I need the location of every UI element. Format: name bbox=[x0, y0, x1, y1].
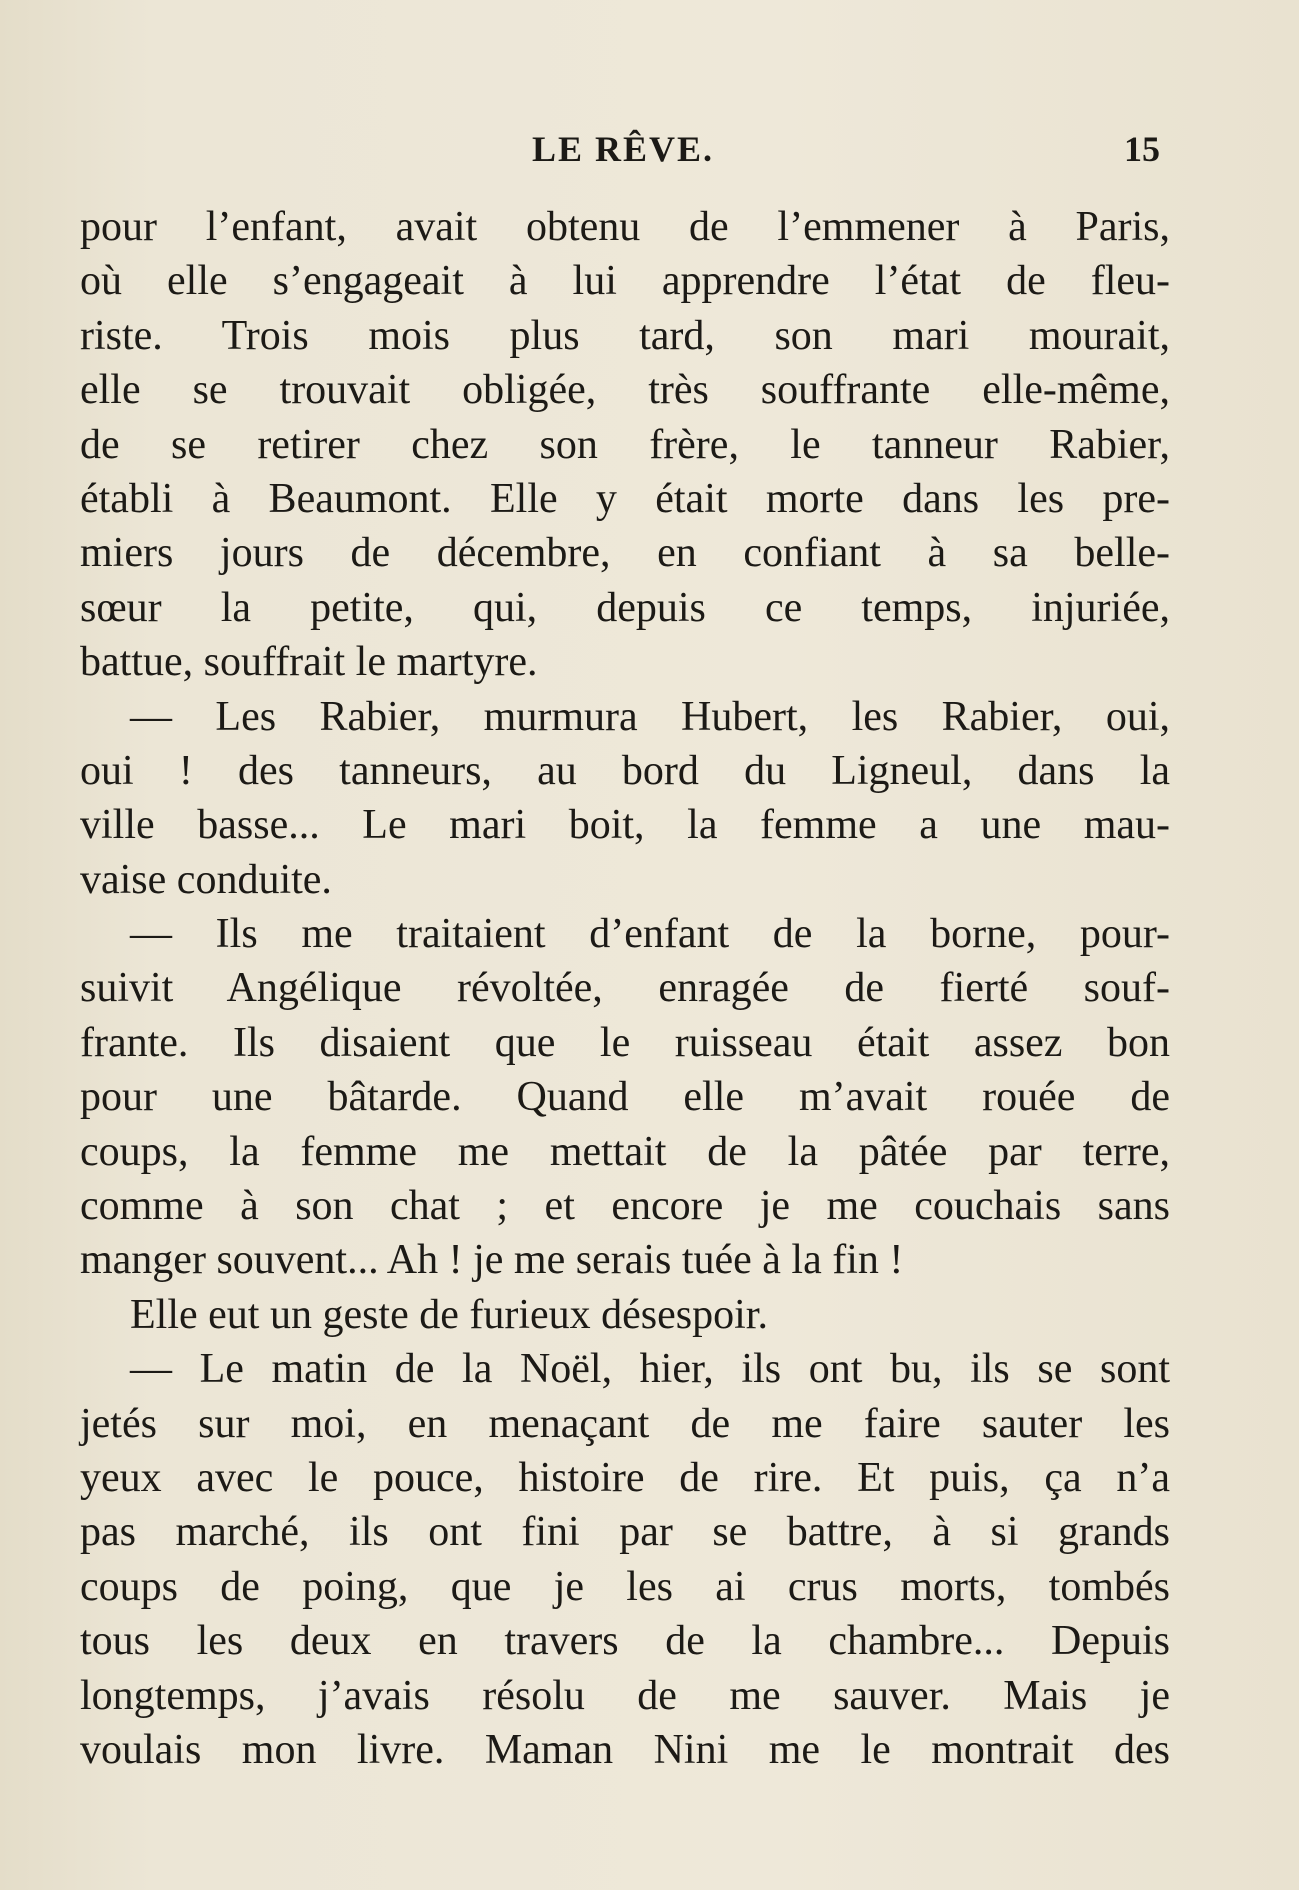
text-line: jetés sur moi, en menaçant de me faire sauter les bbox=[80, 1400, 1170, 1447]
text-line: pour une bâtarde. Quand elle m’avait rouée de bbox=[80, 1074, 1170, 1121]
text-line: ville basse... Le mari boit, la femme a une mau- bbox=[80, 802, 1170, 849]
text-line: vaise conduite. bbox=[80, 856, 332, 903]
running-head bbox=[0, 128, 1299, 168]
text-line: oui ! des tanneurs, au bord du Ligneul, dans la bbox=[80, 747, 1170, 794]
text-line: yeux avec le pouce, histoire de rire. Et puis, ça n’a bbox=[80, 1454, 1170, 1501]
text-line: manger souvent... Ah ! je me serais tuée à la fin ! bbox=[80, 1237, 904, 1284]
text-line: — Les Rabier, murmura Hubert, les Rabier, oui, bbox=[130, 693, 1170, 740]
text-line: pas marché, ils ont fini par se battre, à si grands bbox=[80, 1509, 1170, 1556]
text-line: coups de poing, que je les ai crus morts, tombés bbox=[80, 1563, 1170, 1610]
body-text bbox=[80, 200, 1170, 1777]
text-line: riste. Trois mois plus tard, son mari mourait, bbox=[80, 312, 1170, 359]
text-line: pour l’enfant, avait obtenu de l’emmener à Paris, bbox=[80, 204, 1170, 250]
text-line: suivit Angélique révoltée, enragée de fierté souf- bbox=[80, 965, 1170, 1012]
text-line: frante. Ils disaient que le ruisseau était assez bon bbox=[80, 1019, 1170, 1066]
text-line: où elle s’engageait à lui apprendre l’état de fleu- bbox=[80, 258, 1170, 305]
text-line: Elle eut un geste de furieux désespoir. bbox=[130, 1291, 768, 1338]
text-line: longtemps, j’avais résolu de me sauver. Mais je bbox=[80, 1672, 1170, 1719]
text-line: comme à son chat ; et encore je me couchais sans bbox=[80, 1183, 1170, 1230]
text-line: elle se trouvait obligée, très souffrante elle-même, bbox=[80, 367, 1170, 414]
text-line: miers jours de décembre, en confiant à sa belle- bbox=[80, 530, 1170, 577]
text-line: établi à Beaumont. Elle y était morte dans les pre- bbox=[80, 475, 1170, 522]
text-line: battue, souffrait le martyre. bbox=[80, 639, 538, 686]
text-line: voulais mon livre. Maman Nini me le montrait des bbox=[80, 1726, 1170, 1773]
text-line: sœur la petite, qui, depuis ce temps, injuriée, bbox=[80, 584, 1170, 631]
text-line: tous les deux en travers de la chambre... Depuis bbox=[80, 1618, 1170, 1665]
running-title: LE RÊVE. bbox=[532, 129, 715, 169]
text-line: — Ils me traitaient d’enfant de la borne, pour- bbox=[130, 911, 1170, 958]
text-line: coups, la femme me mettait de la pâtée par terre, bbox=[80, 1128, 1170, 1175]
text-line: de se retirer chez son frère, le tanneur Rabier, bbox=[80, 421, 1170, 468]
page-number: 15 bbox=[1124, 129, 1160, 169]
text-line: — Le matin de la Noël, hier, ils ont bu, ils se sont bbox=[130, 1346, 1170, 1393]
